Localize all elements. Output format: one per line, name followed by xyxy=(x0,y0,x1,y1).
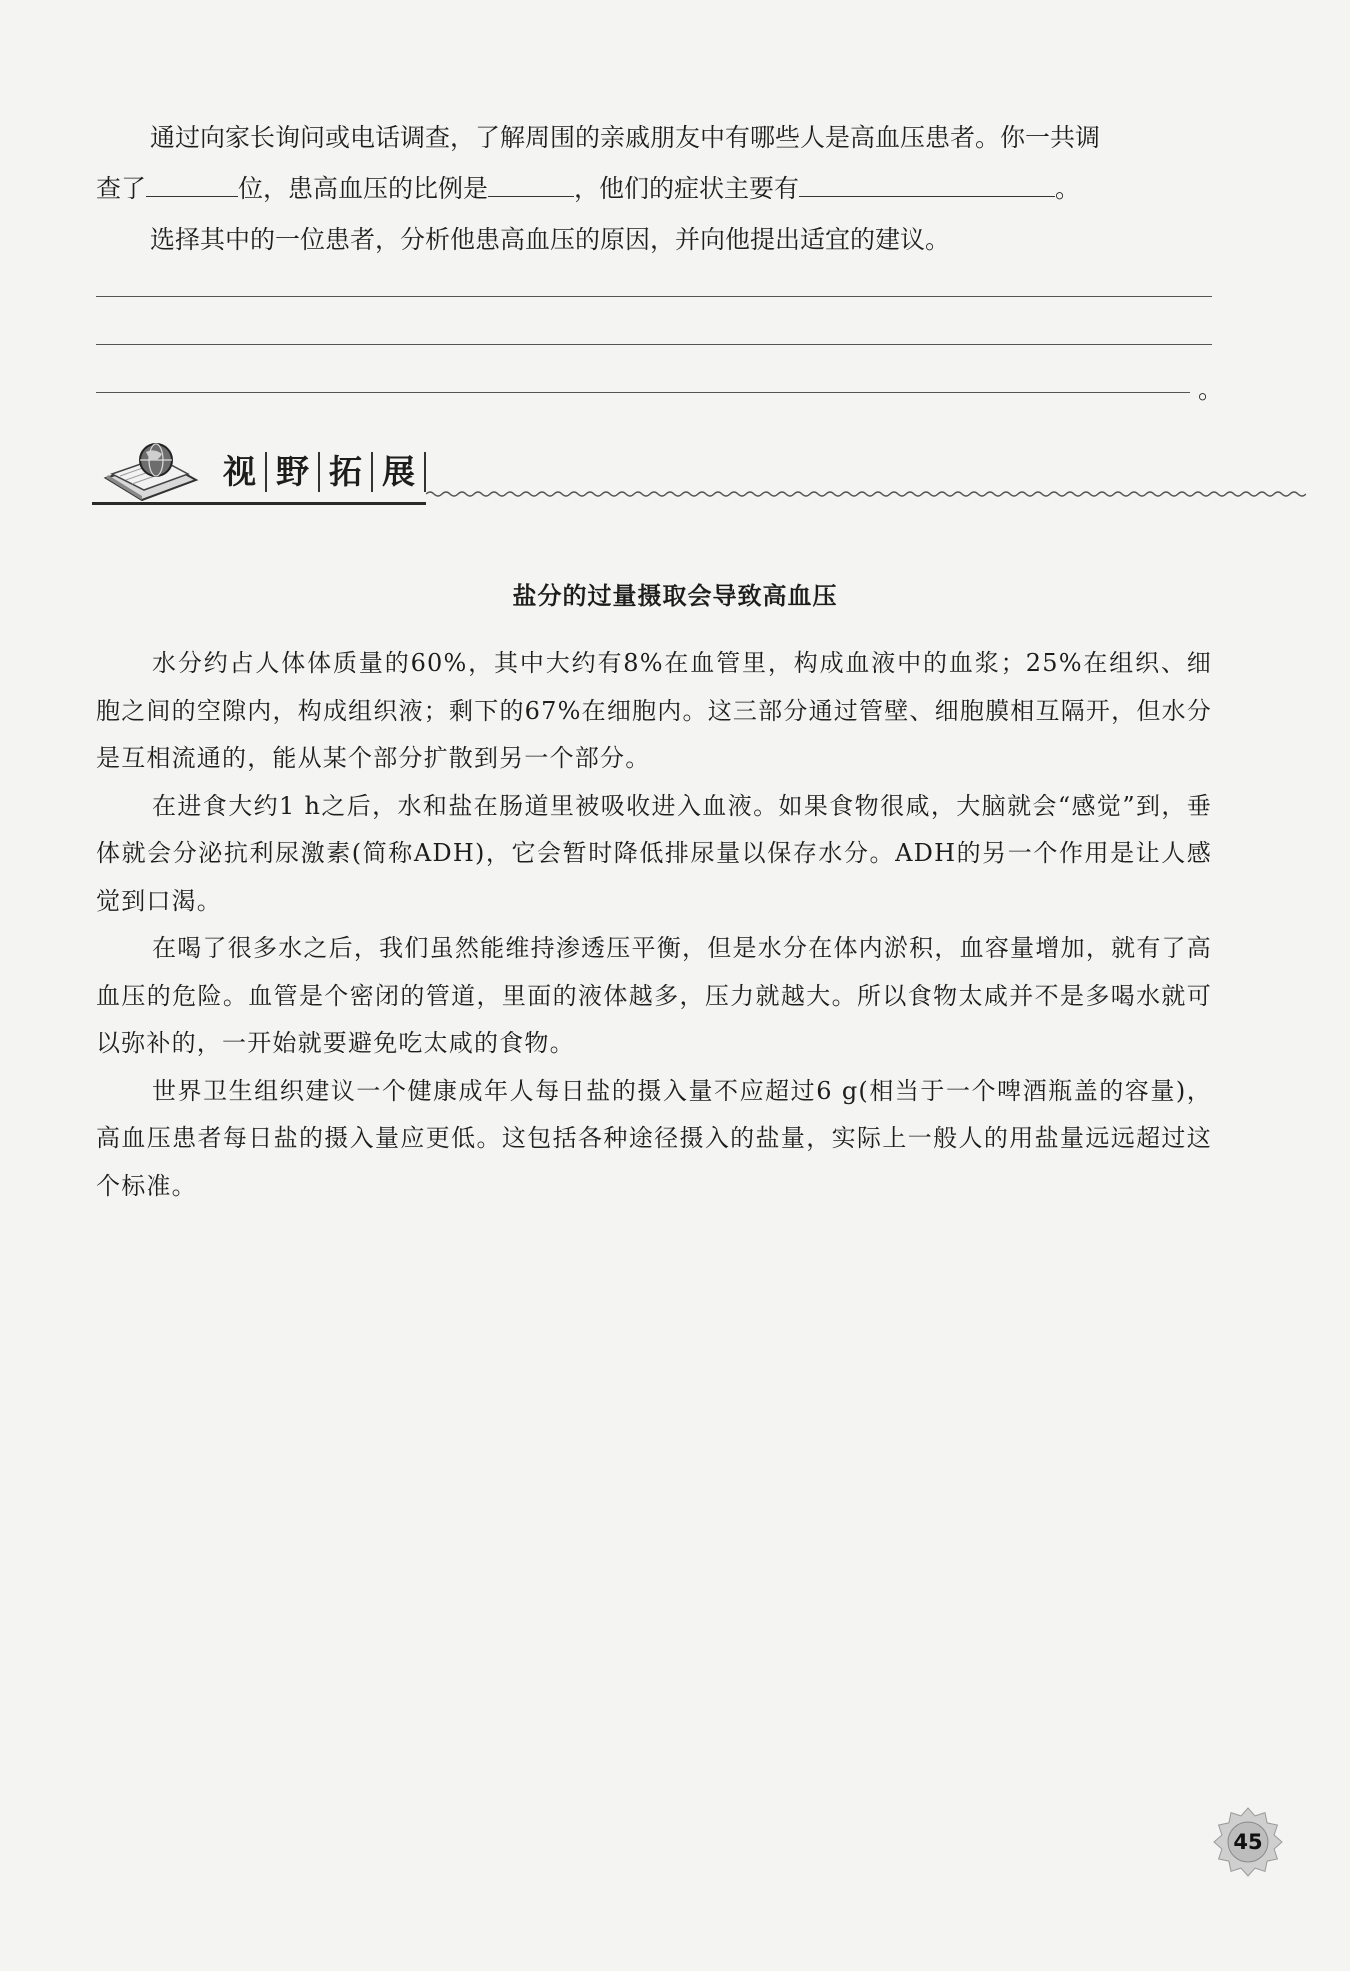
article-title: 盐分的过量摄取会导致高血压 xyxy=(512,582,838,610)
section-title-char: 展 xyxy=(373,452,426,492)
survey-text-b: 位，患高血压的比例是 xyxy=(238,174,489,203)
answer-line-3[interactable] xyxy=(96,392,1190,393)
article-paragraph: 在进食大约1 h之后，水和盐在肠道里被吸收进入血液。如果食物很咸，大脑就会“感觉”到，垂体就会分泌抗利尿激素(简称ADH)，它会暂时降低排尿量以保存水分。ADH的另一个作用是让人感觉到口渴。 xyxy=(96,791,1212,915)
survey-question-line1: 通过向家长询问或电话调查，了解周围的亲戚朋友中有哪些人是高血压患者。你一共调 xyxy=(150,123,1101,152)
article-paragraph: 世界卫生组织建议一个健康成年人每日盐的摄入量不应超过6 g(相当于一个啤酒瓶盖的容量)，高血压患者每日盐的摄入量应更低。这包括各种途径摄入的盐量，实际上一般人的用盐量远远超过这个标准。 xyxy=(96,1076,1212,1200)
answer-period: 。 xyxy=(1198,375,1224,404)
survey-question-line3: 选择其中的一位患者，分析他患高血压的原因，并向他提出适宜的建议。 xyxy=(150,225,951,254)
page-number: 45 xyxy=(1233,1830,1263,1854)
book-globe-icon xyxy=(100,440,200,502)
article-body xyxy=(96,640,1212,1210)
survey-question-line2 xyxy=(96,163,1212,214)
blank-symptoms[interactable] xyxy=(799,172,1055,197)
survey-text-a: 查了 xyxy=(96,174,147,203)
answer-line-2[interactable] xyxy=(96,344,1212,345)
answer-line-1[interactable] xyxy=(96,296,1212,297)
article-paragraph: 在喝了很多水之后，我们虽然能维持渗透压平衡，但是水分在体内淤积，血容量增加，就有了高血压的危险。血管是个密闭的管道，里面的液体越多，压力就越大。所以食物太咸并不是多喝水就可以弥补的，一开始就要避免吃太咸的食物。 xyxy=(96,934,1212,1057)
blank-surveyed-count[interactable] xyxy=(146,172,238,197)
survey-exercise xyxy=(96,112,1212,265)
section-title-char: 拓 xyxy=(320,452,373,492)
article-paragraph: 水分约占人体体质量的60%，其中大约有8%在血管里，构成血液中的血浆；25%在组织、细胞之间的空隙内，构成组织液；剩下的67%在细胞内。这三部分通过管壁、细胞膜相互隔开，但水分是互相流通的，能从某个部分扩散到另一个部分。 xyxy=(96,649,1212,772)
survey-text-c: ，他们的症状主要有 xyxy=(574,174,800,203)
blank-ratio[interactable] xyxy=(488,172,574,197)
section-title-char: 视 xyxy=(214,452,267,492)
wavy-divider xyxy=(426,488,1306,500)
survey-period: 。 xyxy=(1055,174,1081,203)
section-header-horizon xyxy=(92,440,1212,510)
section-title xyxy=(214,452,426,492)
section-title-char: 野 xyxy=(267,452,320,492)
